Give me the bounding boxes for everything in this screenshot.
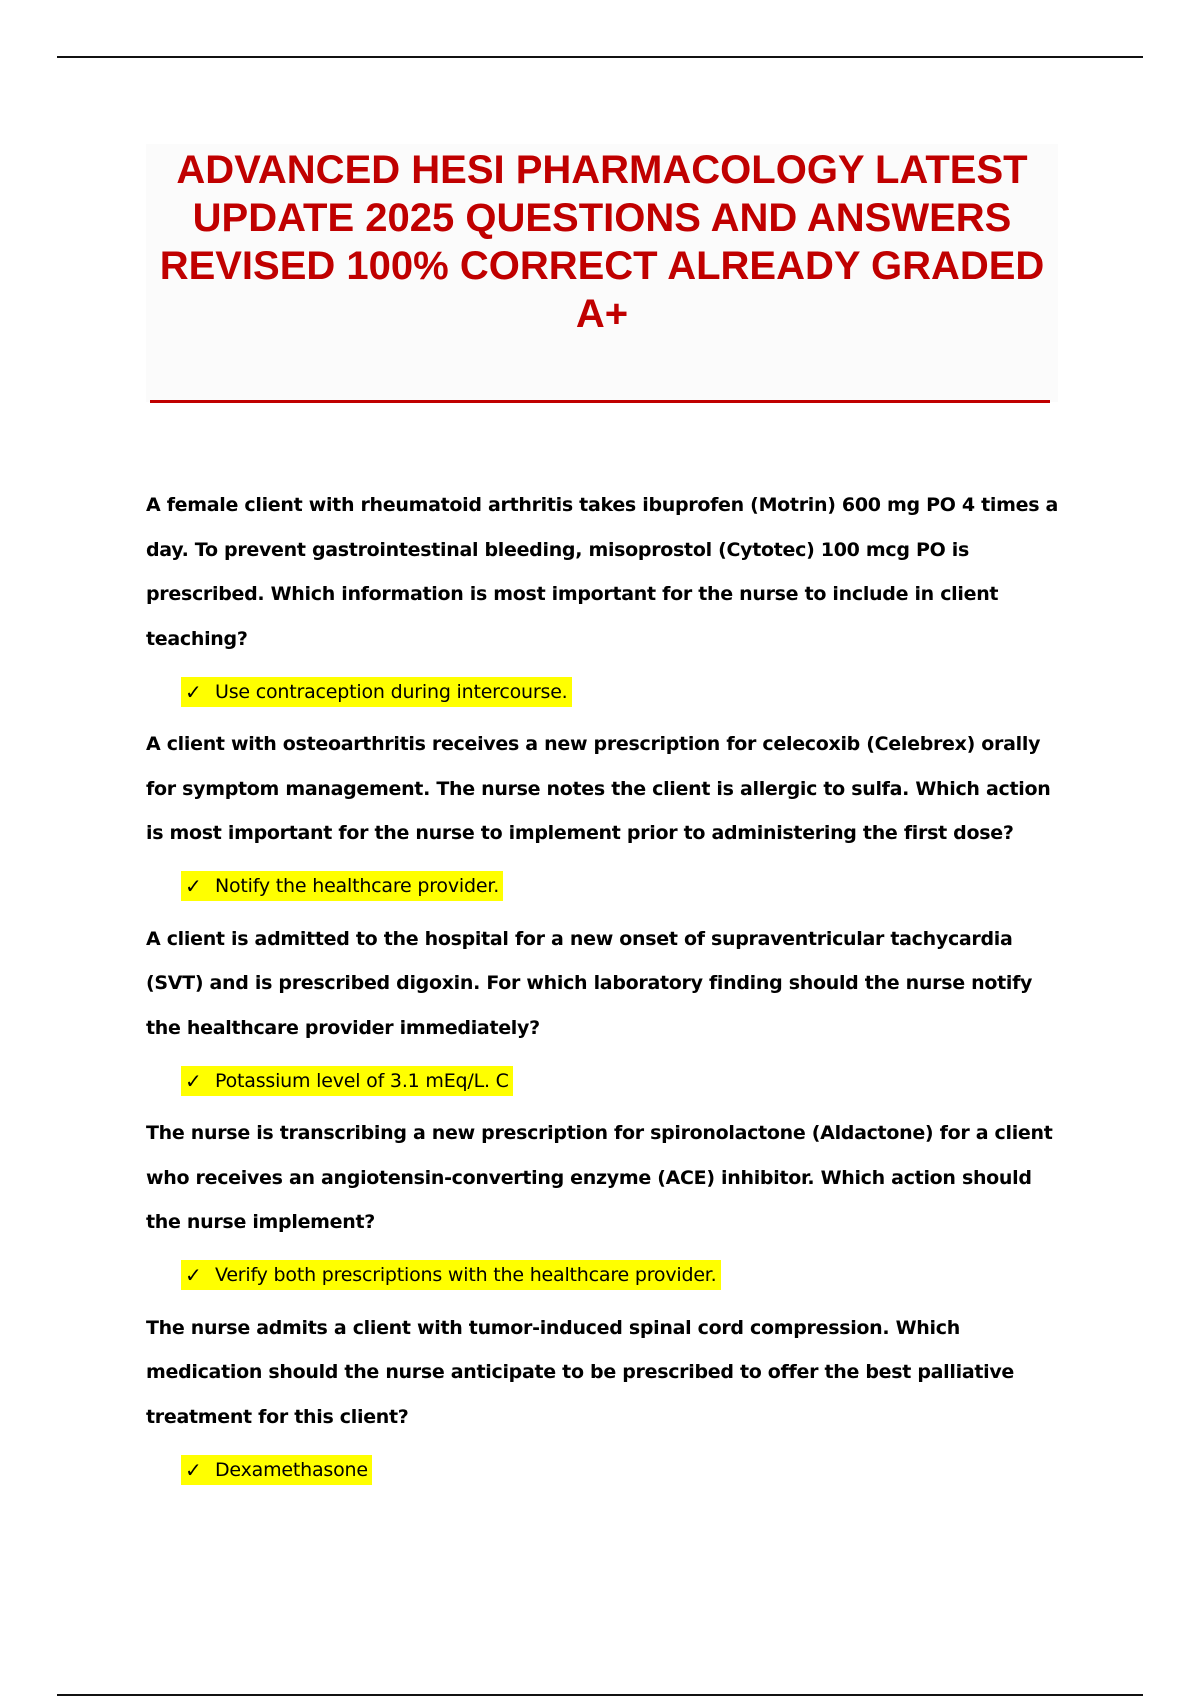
answer-text: Notify the healthcare provider. (215, 875, 500, 897)
answer-row (146, 856, 1066, 917)
answer-text: Use contraception during intercourse. (215, 680, 568, 703)
question-text: A client is admitted to the hospital for a new onset of supraventricular tachycardia (SVT) and is prescribed digoxin. For which laboratory finding should the nurse notify the healthcare provider immediately? (146, 927, 1033, 1039)
qa-item (146, 1111, 1066, 1306)
question-text: A female client with rheumatoid arthritis takes ibuprofen (Motrin) 600 mg PO 4 times a day. To prevent gastrointestinal bleeding, misoprostol (Cytotec) 100 mcg PO is prescribed. Which information is most important for the nurse to include in client teaching? (146, 494, 1059, 650)
checkmark-icon: ✓ (185, 874, 202, 898)
answer-highlight (181, 1260, 721, 1290)
checkmark-icon: ✓ (185, 1068, 202, 1093)
answer-highlight (181, 1455, 372, 1485)
qa-item (146, 1306, 1066, 1501)
answer-row (146, 1050, 1066, 1111)
answer-highlight (181, 677, 572, 707)
qa-item (146, 917, 1066, 1112)
answer-row (146, 1245, 1066, 1306)
bottom-rule (57, 1694, 1143, 1696)
answer-text: Dexamethasone (215, 1458, 368, 1481)
answer-highlight (181, 1066, 513, 1096)
question-text: The nurse is transcribing a new prescription for spironolactone (Aldactone) for a client who receives an angiotensin-converting enzyme (ACE) inhibitor. Which action should the nurse implement? (146, 1122, 1053, 1233)
title-underline (150, 400, 1050, 403)
document-title: ADVANCED HESI PHARMACOLOGY LATEST UPDATE 2025 QUESTIONS AND ANSWERS REVISED 100% CORRECT ALREADY GRADED A+ (159, 148, 1045, 336)
answer-row (146, 661, 1066, 722)
question-text: The nurse admits a client with tumor-induced spinal cord compression. Which medication should the nurse anticipate to be prescribed to offer the best palliative treatment for this client? (146, 1316, 1015, 1428)
checkmark-icon: ✓ (185, 1263, 202, 1287)
qa-item (146, 722, 1066, 917)
answer-highlight (181, 871, 503, 901)
qa-item (146, 483, 1066, 722)
answer-row (146, 1439, 1066, 1500)
checkmark-icon: ✓ (185, 679, 202, 704)
answer-text: Potassium level of 3.1 mEq/L. C (215, 1069, 509, 1092)
top-rule (57, 56, 1143, 58)
answer-text: Verify both prescriptions with the healthcare provider. (215, 1264, 717, 1286)
qa-list (146, 483, 1066, 1500)
question-text: A client with osteoarthritis receives a new prescription for celecoxib (Celebrex) orally for symptom management. The nurse notes the client is allergic to sulfa. Which action is most important for the nurse to implement prior to administering the first dose? (146, 733, 1051, 844)
checkmark-icon: ✓ (185, 1457, 202, 1482)
